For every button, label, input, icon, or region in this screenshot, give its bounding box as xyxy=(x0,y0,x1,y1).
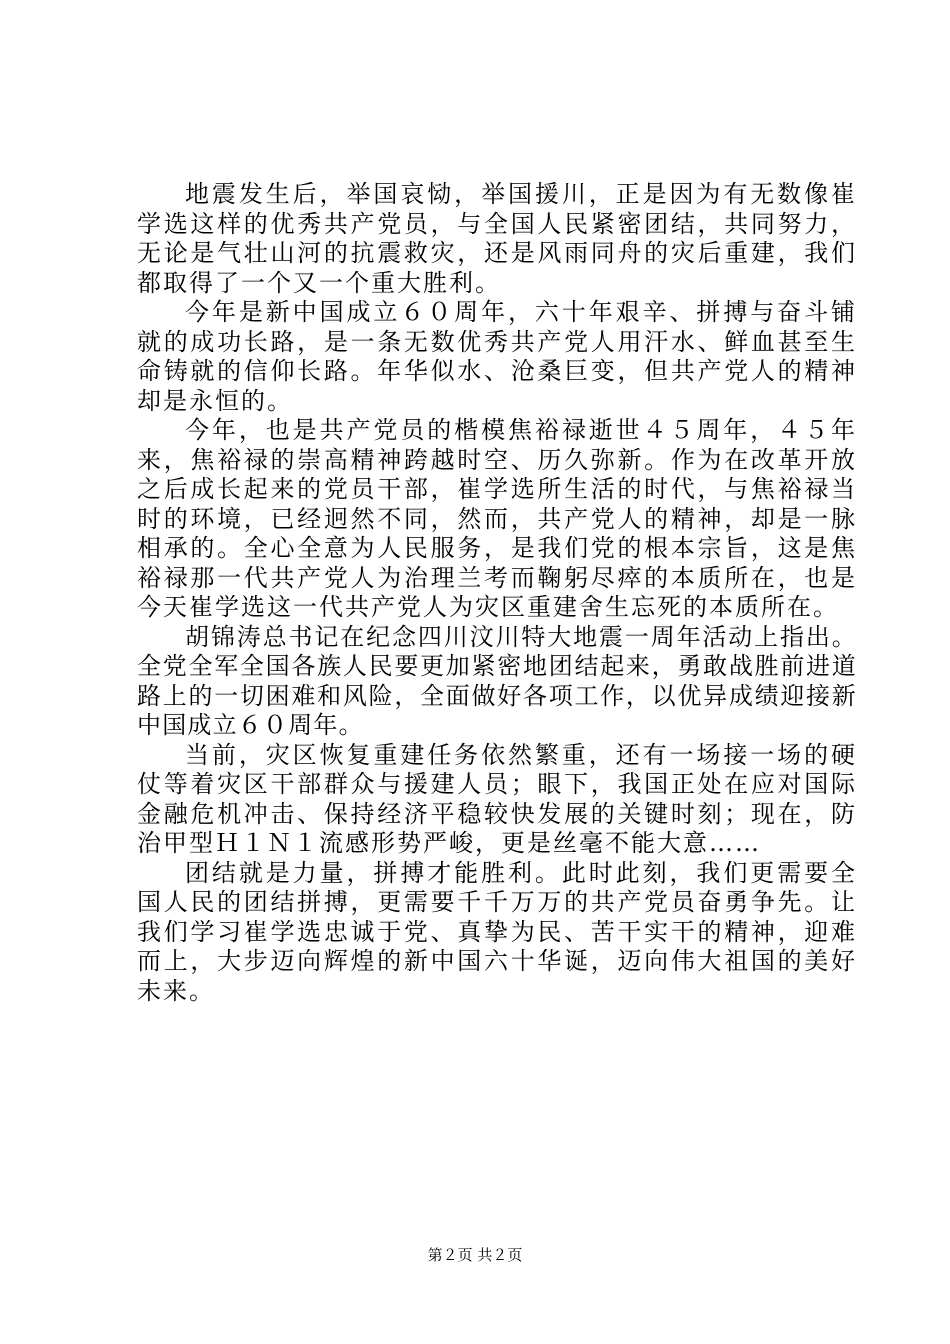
page-number-footer: 第２页 共２页 xyxy=(427,1246,523,1264)
paragraph-6: 团结就是力量，拼搏才能胜利。此时此刻，我们更需要全国人民的团结拼搏，更需要千千万万的共产党员奋勇争先。让我们学习崔学选忠诚于党、真挚为民、苦干实干的精神，迎难而上，大步迈向辉煌的新中国六十华诞，迈向伟大祖国的美好未来。 xyxy=(137,858,857,1005)
paragraph-5: 当前，灾区恢复重建任务依然繁重，还有一场接一场的硬仗等着灾区干部群众与援建人员；眼下，我国正处在应对国际金融危机冲击、保持经济平稳较快发展的关键时刻；现在，防治甲型Ｈ１Ｎ１流感形势严峻，更是丝毫不能大意…… xyxy=(137,740,857,857)
paragraph-1: 地震发生后，举国哀恸，举国援川，正是因为有无数像崔学选这样的优秀共产党员，与全国人民紧密团结，共同努力，无论是气壮山河的抗震救灾，还是风雨同舟的灾后重建，我们都取得了一个又一个重大胜利。 xyxy=(137,180,857,297)
document-body xyxy=(137,180,857,1006)
paragraph-4: 胡锦涛总书记在纪念四川汶川特大地震一周年活动上指出。全党全军全国各族人民要更加紧密地团结起来，勇敢战胜前进道路上的一切困难和风险，全面做好各项工作，以优异成绩迎接新中国成立６０周年。 xyxy=(137,622,857,739)
paragraph-3: 今年，也是共产党员的楷模焦裕禄逝世４５周年，４５年来，焦裕禄的崇高精神跨越时空、历久弥新。作为在改革开放之后成长起来的党员干部，崔学选所生活的时代，与焦裕禄当时的环境，已经迥然不同，然而，共产党人的精神，却是一脉相承的。全心全意为人民服务，是我们党的根本宗旨，这是焦裕禄那一代共产党人为治理兰考而鞠躬尽瘁的本质所在，也是今天崔学选这一代共产党人为灾区重建舍生忘死的本质所在。 xyxy=(137,416,857,621)
paragraph-2: 今年是新中国成立６０周年，六十年艰辛、拼搏与奋斗铺就的成功长路，是一条无数优秀共产党人用汗水、鲜血甚至生命铸就的信仰长路。年华似水、沧桑巨变，但共产党人的精神却是永恒的。 xyxy=(137,298,857,415)
